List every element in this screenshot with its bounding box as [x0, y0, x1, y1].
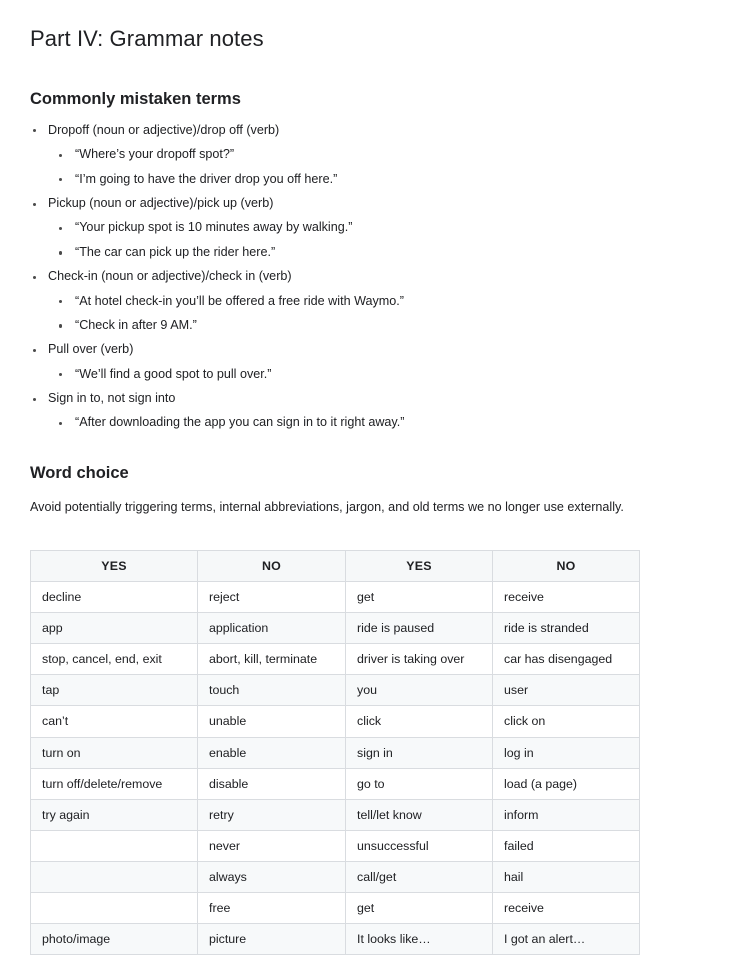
table-cell: receive	[493, 893, 640, 924]
table-cell: disable	[198, 768, 346, 799]
table-cell: sign in	[346, 737, 493, 768]
table-cell: unsuccessful	[346, 830, 493, 861]
table-cell: unable	[198, 706, 346, 737]
section-heading-word-choice: Word choice	[30, 464, 129, 483]
table-cell: click on	[493, 706, 640, 737]
term-example-item: “After downloading the app you can sign in to it right away.”	[55, 414, 703, 432]
table-cell: try again	[31, 799, 198, 830]
page-title: Part IV: Grammar notes	[30, 26, 264, 51]
term-example-item: “I’m going to have the driver drop you off here.”	[55, 171, 703, 189]
table-cell: ride is paused	[346, 613, 493, 644]
table-cell: abort, kill, terminate	[198, 644, 346, 675]
table-cell: never	[198, 830, 346, 861]
term-examples-list	[55, 146, 703, 188]
table-cell: decline	[31, 581, 198, 612]
table-cell: get	[346, 893, 493, 924]
table-cell: It looks like…	[346, 924, 493, 955]
table-row	[31, 862, 640, 893]
table-cell: log in	[493, 737, 640, 768]
table-row	[31, 924, 640, 955]
table-header	[31, 550, 640, 581]
table-cell: get	[346, 581, 493, 612]
term-example-item: “Check in after 9 AM.”	[55, 317, 703, 335]
table-row	[31, 613, 640, 644]
table-column-header-no-4: NO	[493, 550, 640, 581]
term-label: Pull over (verb)	[48, 342, 134, 357]
table-cell: go to	[346, 768, 493, 799]
table-cell: reject	[198, 581, 346, 612]
table-cell: I got an alert…	[493, 924, 640, 955]
table-cell: receive	[493, 581, 640, 612]
table-row	[31, 706, 640, 737]
table-row	[31, 799, 640, 830]
table-cell: hail	[493, 862, 640, 893]
table-header-row	[31, 550, 640, 581]
term-label: Check-in (noun or adjective)/check in (verb)	[48, 269, 292, 284]
table-cell	[31, 862, 198, 893]
table-cell: failed	[493, 830, 640, 861]
table-cell	[31, 893, 198, 924]
table-cell: load (a page)	[493, 768, 640, 799]
term-examples-list	[55, 219, 703, 261]
term-examples-list	[55, 366, 703, 384]
term-list-item	[30, 390, 703, 432]
table-row	[31, 644, 640, 675]
term-list-item	[30, 341, 703, 383]
table-column-header-no-2: NO	[198, 550, 346, 581]
term-list-item	[30, 122, 703, 189]
table-cell	[31, 830, 198, 861]
term-list-item	[30, 268, 703, 335]
table-cell: enable	[198, 737, 346, 768]
term-label: Sign in to, not sign into	[48, 391, 176, 406]
table-cell: touch	[198, 675, 346, 706]
table-cell: application	[198, 613, 346, 644]
word-choice-intro-text: Avoid potentially triggering terms, internal abbreviations, jargon, and old terms we no longer use externally.	[30, 499, 624, 514]
term-example-item: “Where’s your dropoff spot?”	[55, 146, 703, 164]
term-example-item: “Your pickup spot is 10 minutes away by walking.”	[55, 219, 703, 237]
term-list-item	[30, 195, 703, 262]
table-body	[31, 581, 640, 955]
term-examples-list	[55, 414, 703, 432]
table-cell: inform	[493, 799, 640, 830]
term-label: Pickup (noun or adjective)/pick up (verb)	[48, 196, 274, 211]
table-cell: tell/let know	[346, 799, 493, 830]
table-cell: can’t	[31, 706, 198, 737]
table-cell: ride is stranded	[493, 613, 640, 644]
table-cell: user	[493, 675, 640, 706]
term-examples-list	[55, 293, 703, 335]
term-example-item: “At hotel check-in you’ll be offered a free ride with Waymo.”	[55, 293, 703, 311]
table-row	[31, 581, 640, 612]
table-cell: tap	[31, 675, 198, 706]
table-row	[31, 737, 640, 768]
term-example-item: “The car can pick up the rider here.”	[55, 244, 703, 262]
table-row	[31, 675, 640, 706]
table-cell: car has disengaged	[493, 644, 640, 675]
table-cell: retry	[198, 799, 346, 830]
table-row	[31, 893, 640, 924]
term-label: Dropoff (noun or adjective)/drop off (verb)	[48, 122, 280, 137]
table-cell: you	[346, 675, 493, 706]
table-cell: click	[346, 706, 493, 737]
word-choice-table	[30, 550, 640, 955]
table-column-header-yes-1: YES	[31, 550, 198, 581]
table-cell: call/get	[346, 862, 493, 893]
table-cell: always	[198, 862, 346, 893]
table-row	[31, 830, 640, 861]
table-column-header-yes-3: YES	[346, 550, 493, 581]
table-cell: stop, cancel, end, exit	[31, 644, 198, 675]
table-cell: driver is taking over	[346, 644, 493, 675]
term-example-item: “We’ll find a good spot to pull over.”	[55, 366, 703, 384]
table-cell: free	[198, 893, 346, 924]
table-cell: app	[31, 613, 198, 644]
commonly-mistaken-terms-list	[30, 122, 703, 432]
section-heading-commonly-mistaken-terms: Commonly mistaken terms	[30, 89, 241, 108]
table-cell: turn off/delete/remove	[31, 768, 198, 799]
table-row	[31, 768, 640, 799]
table-cell: picture	[198, 924, 346, 955]
table-cell: photo/image	[31, 924, 198, 955]
table-cell: turn on	[31, 737, 198, 768]
